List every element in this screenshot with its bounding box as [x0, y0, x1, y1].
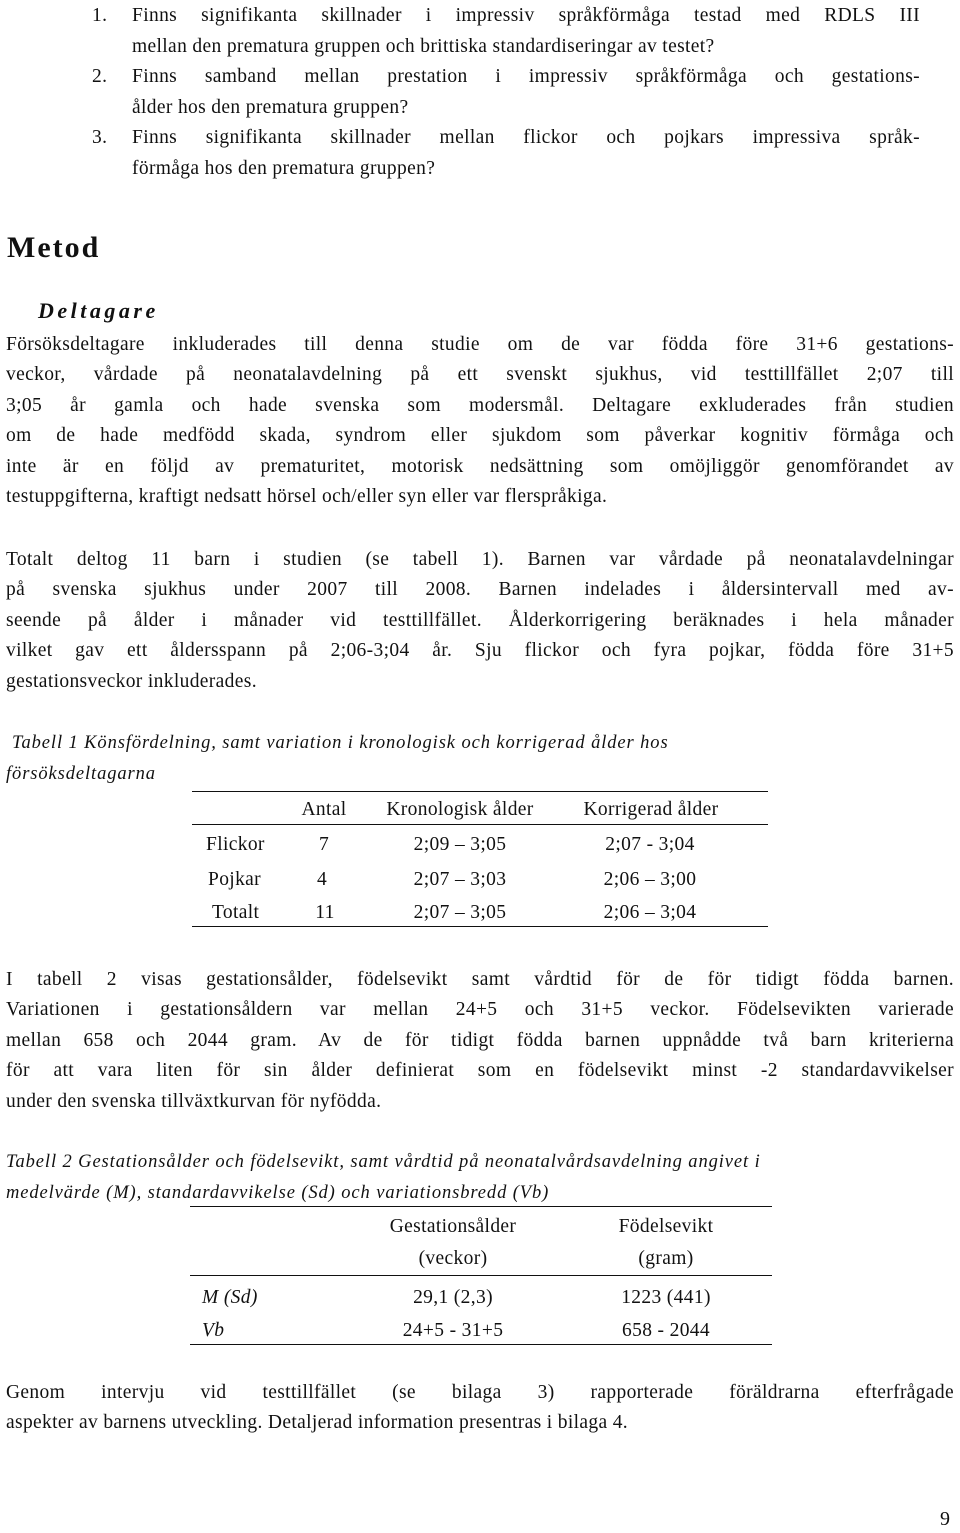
text-line: testuppgifterna, kraftigt nedsatt hörsel och/eller syn eller var flerspråkiga. [6, 486, 608, 508]
table-cell: 658 - 2044 [622, 1320, 710, 1341]
table-2-caption: medelvärde (M), standardavvikelse (Sd) och variationsbredd (Vb) [6, 1183, 550, 1203]
question-text-line: Finns signifikanta skillnader mellan flickor och pojkars impressiva språk- [132, 127, 920, 148]
table-cell: 24+5 - 31+5 [402, 1320, 504, 1341]
table-rule [192, 791, 768, 792]
table-header: Korrigerad ålder [583, 799, 719, 820]
text-line: 3;05 år gamla och hade svenska som modersmål. Deltagare exkluderades från studien [6, 394, 954, 416]
table-header: Kronologisk ålder [386, 799, 534, 820]
table-rule [192, 926, 768, 927]
table-row-label: Flickor [206, 834, 265, 855]
section-heading: Metod [7, 231, 101, 264]
table-cell: 2;07 - 3;04 [605, 834, 695, 855]
table-2-caption: Tabell 2 Gestationsålder och födelsevikt, samt vårdtid på neonatalvårdsavdelning angivet i [6, 1152, 761, 1172]
table-row-label: Totalt [212, 902, 260, 923]
question-text-line: Finns signifikanta skillnader i impressiv språkförmåga testad med RDLS III [132, 5, 920, 26]
text-line: I tabell 2 visas gestationsålder, födelsevikt samt vårdtid för de för tidigt födda barnen. [6, 969, 954, 990]
question-text-line: mellan den prematura gruppen och brittiska standardiseringar av testet? [132, 36, 715, 57]
table-header: (gram) [638, 1248, 694, 1269]
table-header: Antal [301, 799, 347, 820]
table-cell: 2;07 – 3;03 [413, 869, 507, 890]
table-cell: 29,1 (2,3) [413, 1287, 493, 1308]
table-cell: 2;06 – 3;04 [603, 902, 697, 923]
text-line: veckor, vårdade på neonatalavdelning på ett svenskt sjukhus, vid testtillfället 2;07 till [6, 364, 954, 386]
table-cell: 2;09 – 3;05 [413, 834, 507, 855]
text-line: gestationsveckor inkluderades. [6, 670, 257, 692]
question-text-line: Finns samband mellan prestation i impressiv språkförmåga och gestations- [132, 66, 920, 87]
text-line: Genom intervju vid testtillfället (se bilaga 3) rapporterade föräldrarna efterfrågade [6, 1382, 954, 1403]
table-cell: 1223 (441) [621, 1287, 711, 1308]
text-line: om de hade medfödd skada, syndrom eller sjukdom som påverkar kognitiv förmåga och [6, 425, 954, 447]
table-row-label: Pojkar [208, 869, 262, 890]
table-header: (veckor) [418, 1248, 488, 1269]
text-line: Totalt deltog 11 barn i studien (se tabell 1). Barnen var vårdade på neonatalavdelningar [6, 549, 954, 570]
table-rule [190, 1206, 772, 1207]
text-line: seende på ålder i månader vid testtillfället. Ålderkorrigering beräknades i hela månader [6, 609, 954, 631]
text-line: vilket gav ett åldersspann på 2;06-3;04 år. Sju flickor och fyra pojkar, födda före 31+5 [6, 640, 954, 662]
subsection-heading: Deltagare [38, 298, 159, 323]
text-line: mellan 658 och 2044 gram. Av de för tidigt födda barnen uppnådde två barn kriterierna [6, 1029, 954, 1051]
question-text-line: förmåga hos den prematura gruppen? [132, 158, 436, 179]
text-line: för att vara liten för sin ålder definierat som en födelsevikt minst -2 standardavvikelser [6, 1060, 954, 1082]
question-number: 2. [92, 66, 108, 87]
paragraph-participants [6, 330, 954, 512]
table-rule [192, 824, 768, 825]
text-line: under den svenska tillväxtkurvan för nyfödda. [6, 1090, 382, 1112]
table-header: Födelsevikt [618, 1216, 714, 1237]
table-cell: 11 [315, 902, 335, 923]
question-number: 3. [92, 127, 108, 148]
table-rule [190, 1275, 772, 1276]
table-rule [190, 1344, 772, 1345]
table-cell: 4 [316, 869, 328, 890]
text-line: Försöksdeltagare inkluderades till denna studie om de var födda före 31+6 gestations- [6, 334, 954, 355]
text-line: inte är en följd av prematuritet, motorisk nedsättning som omöjliggör genomförandet av [6, 455, 954, 477]
table-1-caption: Tabell 1 Könsfördelning, samt variation i kronologisk och korrigerad ålder hos [12, 733, 669, 753]
table-row-label: Vb [202, 1320, 225, 1341]
paragraph-gestation [6, 965, 954, 1117]
table-header: Gestationsålder [389, 1216, 517, 1237]
paragraph-sample [6, 545, 954, 697]
table-cell: 7 [318, 834, 330, 855]
table-row-label: M (Sd) [202, 1287, 258, 1308]
text-line: på svenska sjukhus under 2007 till 2008. Barnen indelades i åldersintervall med av- [6, 579, 954, 601]
question-number: 1. [92, 5, 108, 26]
paragraph-interview [6, 1378, 954, 1439]
table-cell: 2;07 – 3;05 [413, 902, 507, 923]
table-cell: 2;06 – 3;00 [603, 869, 697, 890]
text-line: Variationen i gestationsåldern var mellan 24+5 och 31+5 veckor. Födelsevikten varierade [6, 999, 954, 1021]
page-number: 9 [940, 1508, 951, 1530]
question-text-line: ålder hos den prematura gruppen? [132, 97, 409, 118]
text-line: aspekter av barnens utveckling. Detaljerad information presentras i bilaga 4. [6, 1412, 629, 1434]
table-1-caption: försöksdeltagarna [6, 764, 156, 784]
